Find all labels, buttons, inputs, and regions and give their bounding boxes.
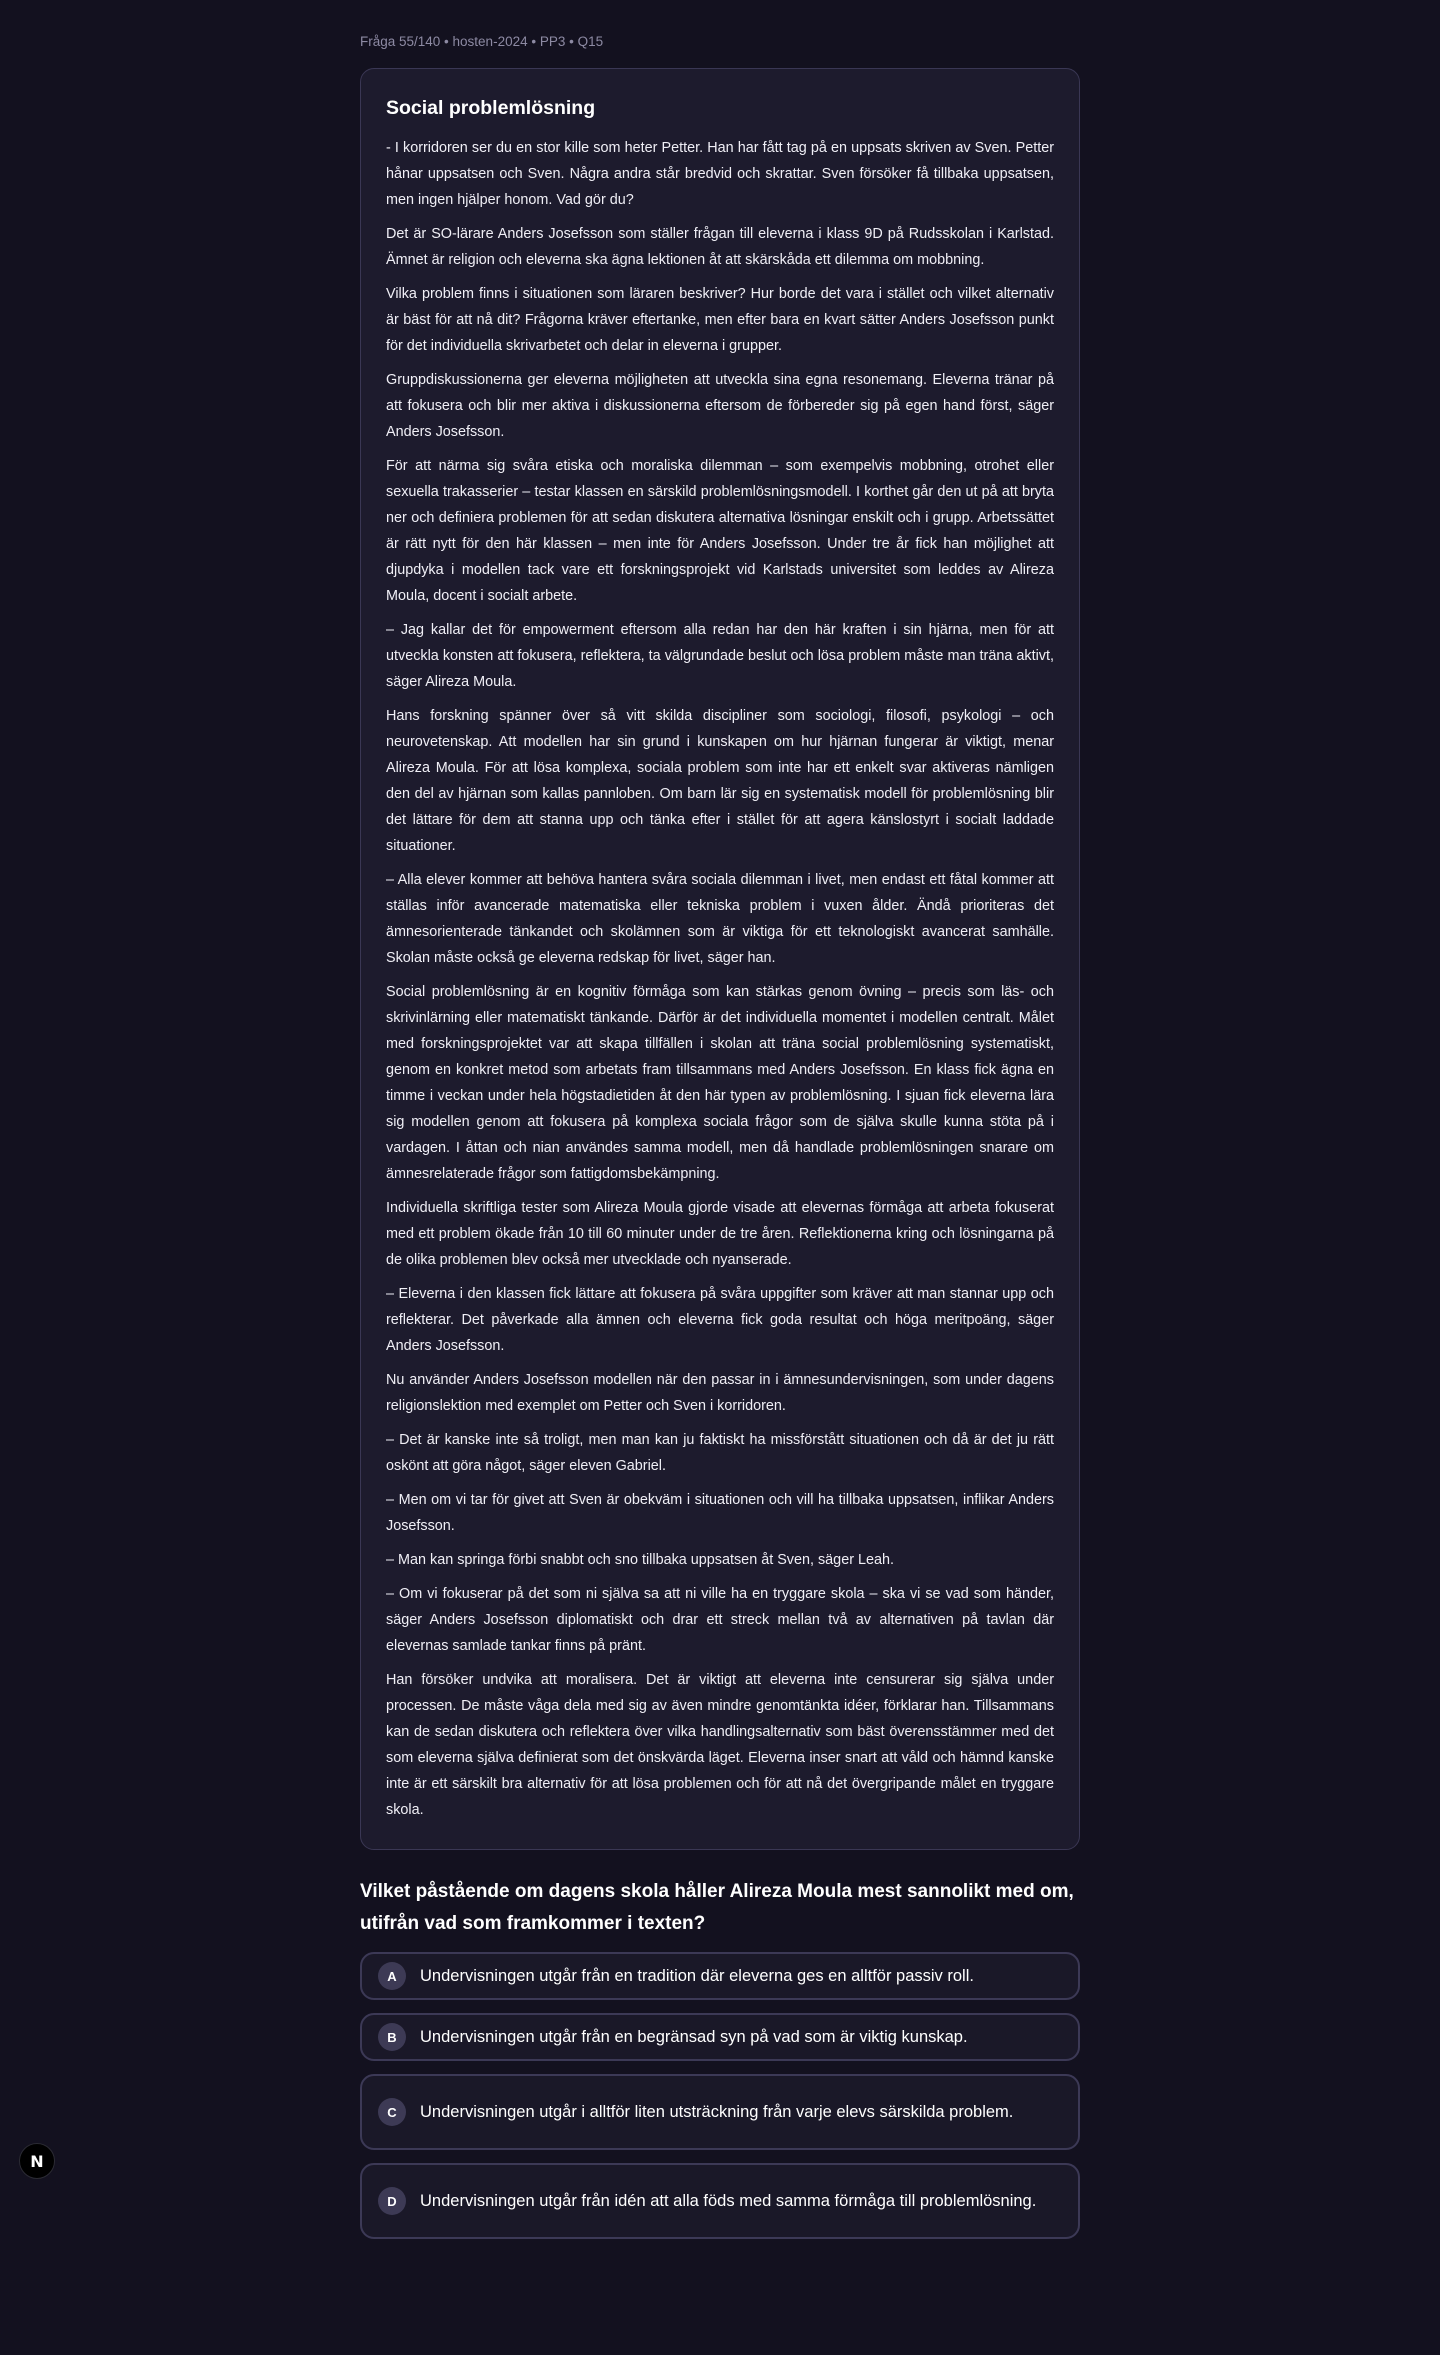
question-page [360, 0, 1080, 2252]
passage-paragraph: Gruppdiskussionerna ger eleverna möjligheten att utveckla sina egna resonemang. Eleverna tränar på att fokusera och blir mer aktiva i diskussionerna eftersom de förbereder sig på egen hand först, säger Anders Josefsson. [386, 372, 1054, 440]
passage-title: Social problemlösning [386, 97, 596, 119]
option-c-text: Undervisningen utgår i alltför liten utsträckning från varje elevs särskilda problem. [420, 2103, 1014, 2121]
passage-paragraph: - I korridoren ser du en stor kille som heter Petter. Han har fått tag på en uppsats skriven av Sven. Petter hånar uppsatsen och Sven. Några andra står bredvid och skrattar. Sven försöker få tillbaka uppsatsen, men ingen hjälper honom. Vad gör du? [386, 140, 1054, 208]
option-letter-d: D [378, 2187, 406, 2215]
option-b-button[interactable] [360, 2013, 1080, 2061]
passage-paragraph: – Men om vi tar för givet att Sven är obekväm i situationen och vill ha tillbaka uppsatsen, inflikar Anders Josefsson. [386, 1492, 1054, 1534]
passage-paragraph: För att närma sig svåra etiska och moraliska dilemman – som exempelvis mobbning, otrohet eller sexuella trakasserier – testar klassen en särskild problemlösningsmodell. I korthet går den ut på att bryta ner och definiera problemen för att sedan diskutera alternativa lösningar enskilt och i grupp. Arbetssättet är rätt nytt för den här klassen – men inte för Anders Josefsson. Under tre år fick han möjlighet att djupdyka i modellen tack vare ett forskningsprojekt vid Karlstads universitet som leddes av Alireza Moula, docent i socialt arbete. [386, 458, 1054, 604]
passage-paragraph: Vilka problem finns i situationen som läraren beskriver? Hur borde det vara i stället och vilket alternativ är bäst för att nå dit? Frågorna kräver eftertanke, men efter bara en kvart sätter Anders Josefsson punkt för det individuella skrivarbetet och delar in eleverna i grupper. [386, 286, 1054, 354]
passage-paragraph: Han försöker undvika att moralisera. Det är viktigt att eleverna inte censurerar sig själva under processen. De måste våga dela med sig av även mindre genomtänkta idéer, förklarar han. Tillsammans kan de sedan diskutera och reflektera över vilka handlingsalternativ som bäst överensstämmer med det som eleverna själva definierat som det önskvärda läget. Eleverna inser snart att våld och hämnd kanske inte är ett särskilt bra alternativ för att lösa problemen och för att nå det övergripande målet en tryggare skola. [386, 1672, 1054, 1818]
passage-paragraph: Social problemlösning är en kognitiv förmåga som kan stärkas genom övning – precis som läs- och skrivinlärning eller matematiskt tänkande. Därför är det individuella momentet i modellen centralt. Målet med forskningsprojektet var att skapa tillfällen i skolan att träna social problemlösning systematiskt, genom en konkret metod som arbetats fram tillsammans med Anders Josefsson. En klass fick ägna en timme i veckan under hela högstadietiden åt den här typen av problemlösning. I sjuan fick eleverna lära sig modellen genom att fokusera på komplexa sociala frågor som de själva skulle kunna stöta på i vardagen. I åttan och nian användes samma modell, men då handlade problemlösningen snarare om ämnesrelaterade frågor som fattigdomsbekämpning. [386, 984, 1054, 1182]
passage-paragraph: – Det är kanske inte så troligt, men man kan ju faktiskt ha missförstått situationen och då är det ju rätt oskönt att göra något, säger eleven Gabriel. [386, 1432, 1054, 1474]
passage-paragraph: Hans forskning spänner över så vitt skilda discipliner som sociologi, filosofi, psykologi – och neurovetenskap. Att modellen har sin grund i kunskapen om hur hjärnan fungerar är viktigt, menar Alireza Moula. För att lösa komplexa, sociala problem som inte har ett enkelt svar aktiveras nämligen den del av hjärnan som kallas pannloben. Om barn lär sig en systematisk modell för problemlösning blir det lättare för dem att stanna upp och tänka efter i stället för att agera känslostyrt i socialt laddade situationer. [386, 708, 1054, 854]
passage-paragraph: – Om vi fokuserar på det som ni själva sa att ni ville ha en tryggare skola – ska vi se vad som händer, säger Anders Josefsson diplomatiskt och drar ett streck mellan två av alternativen på tavlan där elevernas samlade tankar finns på pränt. [386, 1586, 1054, 1654]
passage-paragraph: – Jag kallar det för empowerment eftersom alla redan har den här kraften i sin hjärna, men för att utveckla konsten att fokusera, reflektera, ta välgrundade beslut och lösa problem måste man träna aktivt, säger Alireza Moula. [386, 622, 1054, 690]
passage-paragraph: Nu använder Anders Josefsson modellen när den passar in i ämnesundervisningen, som under dagens religionslektion med exemplet om Petter och Sven i korridoren. [386, 1372, 1054, 1414]
option-d-text: Undervisningen utgår från idén att alla föds med samma förmåga till problemlösning. [420, 2192, 1037, 2210]
option-letter-a: A [378, 1962, 406, 1990]
answer-options [360, 1952, 1080, 2239]
option-d-button[interactable] [360, 2163, 1080, 2239]
option-a-button[interactable] [360, 1952, 1080, 2000]
option-letter-b: B [378, 2023, 406, 2051]
option-a-text: Undervisningen utgår från en tradition där eleverna ges en alltför passiv roll. [420, 1967, 974, 1985]
option-c-button[interactable] [360, 2074, 1080, 2150]
nextjs-badge-icon[interactable]: N [19, 2143, 55, 2179]
option-letter-c: C [378, 2098, 406, 2126]
question-meta: Fråga 55/140 • hosten-2024 • PP3 • Q15 [360, 34, 604, 49]
passage-paragraph: Individuella skriftliga tester som Alireza Moula gjorde visade att elevernas förmåga att arbeta fokuserat med ett problem ökade från 10 till 60 minuter under de tre åren. Reflektionerna kring och lösningarna på de olika problemen blev också mer utvecklade och nyanserade. [386, 1200, 1054, 1268]
passage-paragraph: Det är SO-lärare Anders Josefsson som ställer frågan till eleverna i klass 9D på Rudsskolan i Karlstad. Ämnet är religion och eleverna ska ägna lektionen åt att skärskåda ett dilemma om mobbning. [386, 226, 1054, 268]
passage-paragraph: – Eleverna i den klassen fick lättare att fokusera på svåra uppgifter som kräver att man stannar upp och reflekterar. Det påverkade alla ämnen och eleverna fick goda resultat och höga meritpoäng, säger Anders Josefsson. [386, 1286, 1054, 1354]
question-text: Vilket påstående om dagens skola håller Alireza Moula mest sannolikt med om, utifrån vad som framkommer i texten? [360, 1881, 1074, 1934]
passage-paragraph: – Alla elever kommer att behöva hantera svåra sociala dilemman i livet, men endast ett fåtal kommer att ställas inför avancerade matematiska eller tekniska problem i vuxen ålder. Ändå prioriteras det ämnesorienterade tänkandet och skolämnen som är viktiga för ett teknologiskt avancerat samhälle. Skolan måste också ge eleverna redskap för livet, säger han. [386, 872, 1054, 966]
reading-passage [360, 68, 1080, 1850]
passage-paragraph: – Man kan springa förbi snabbt och sno tillbaka uppsatsen åt Sven, säger Leah. [386, 1552, 894, 1568]
option-b-text: Undervisningen utgår från en begränsad syn på vad som är viktig kunskap. [420, 2028, 968, 2046]
